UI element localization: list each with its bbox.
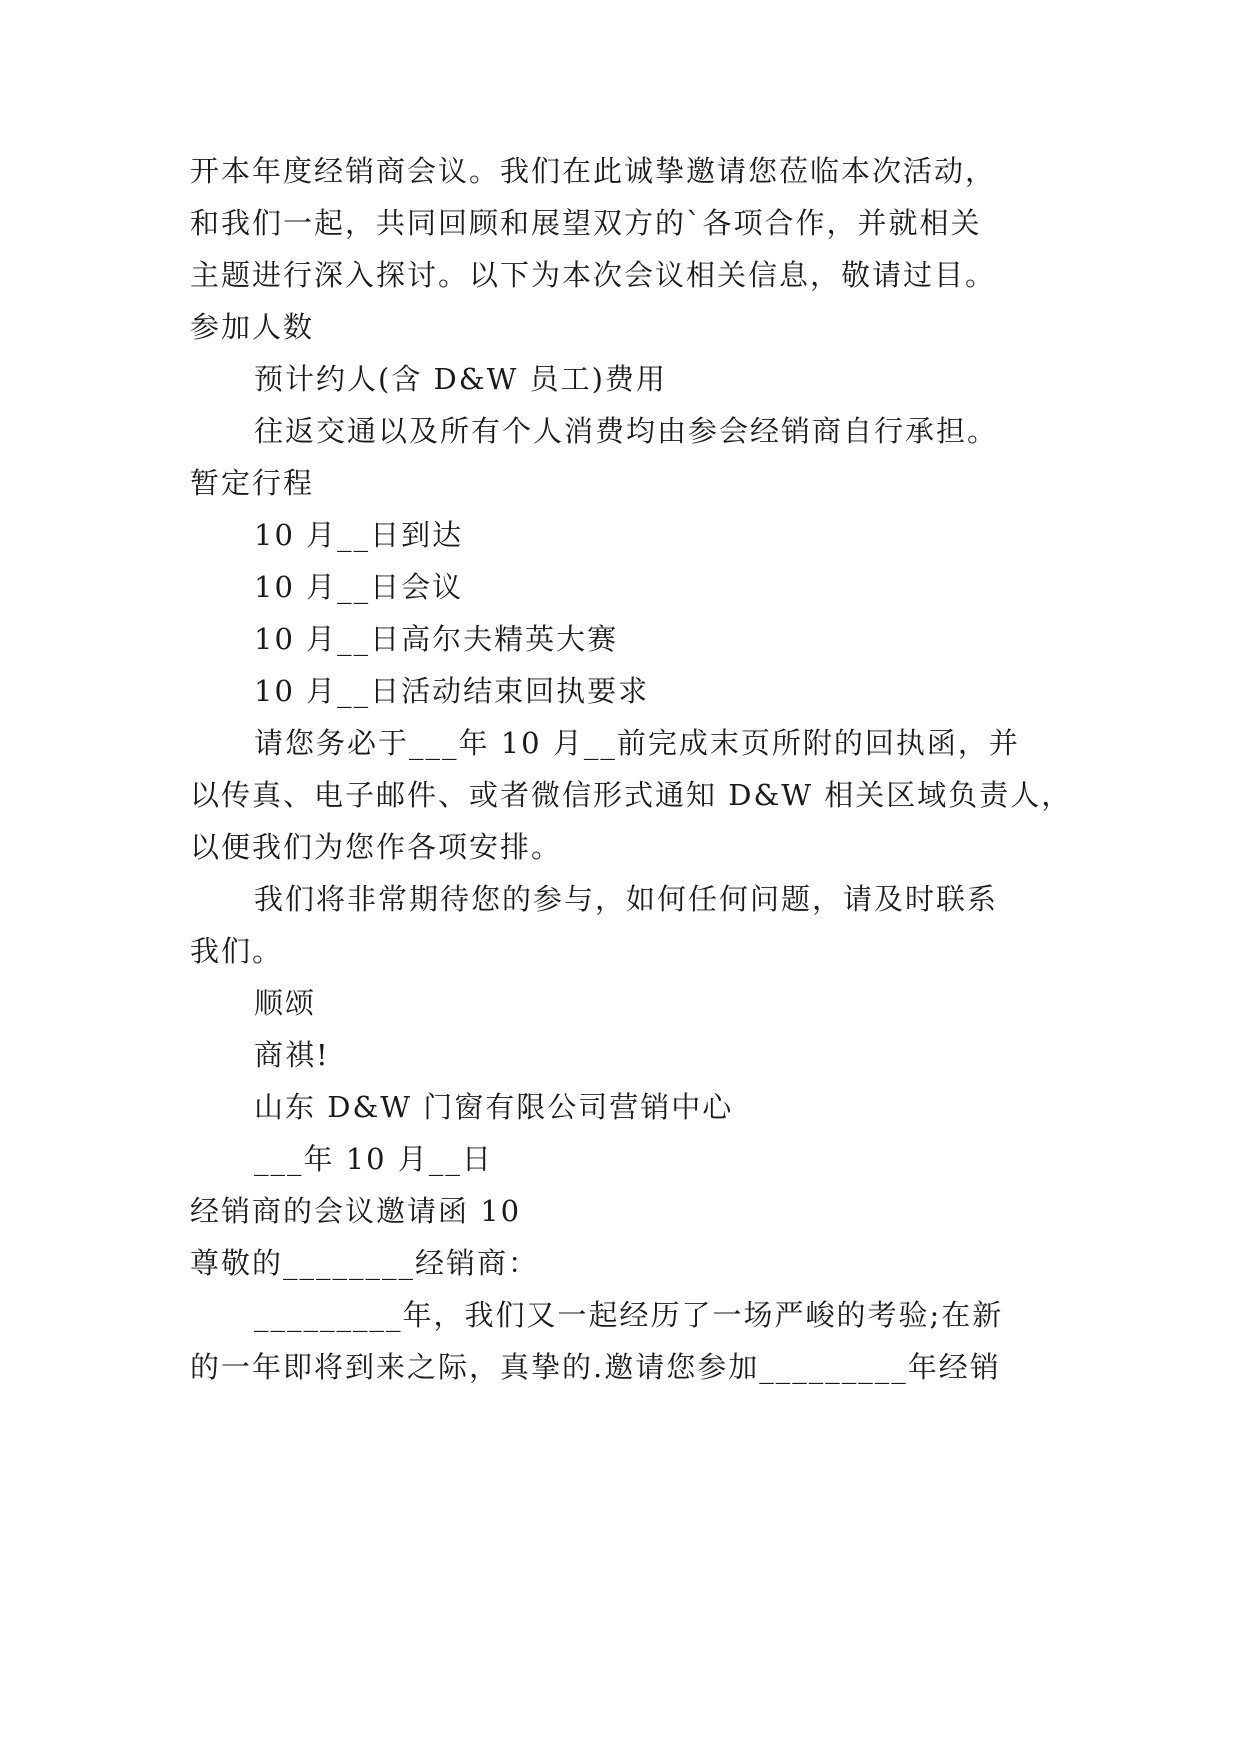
paragraph-line: 的一年即将到来之际，真挚的.邀请您参加_________年经销 [190, 1350, 1001, 1384]
salutation: 尊敬的________经销商： [190, 1246, 540, 1280]
paragraph-line: 以便我们为您作各项安排。 [190, 830, 563, 864]
signature-date: ___年 10 月__日 [254, 1142, 493, 1176]
section-heading: 暂定行程 [190, 466, 315, 500]
paragraph-line: 和我们一起，共同回顾和展望双方的`各项合作，并就相关 [190, 206, 982, 240]
section-heading: 参加人数 [190, 310, 315, 344]
signature-company: 山东 D&W 门窗有限公司营销中心 [254, 1090, 734, 1124]
paragraph-line: 我们。 [190, 934, 284, 968]
closing-line: 商祺! [254, 1038, 330, 1072]
schedule-item: 10 月__日高尔夫精英大赛 [254, 622, 619, 656]
paragraph-line: _________年，我们又一起经历了一场严峻的考验;在新 [254, 1298, 1004, 1332]
schedule-item: 10 月__日会议 [254, 570, 464, 604]
paragraph-line: 预计约人(含 D&W 员工)费用 [254, 362, 667, 396]
letter-title: 经销商的会议邀请函 10 [190, 1194, 522, 1228]
paragraph-line: 主题进行深入探讨。以下为本次会议相关信息，敬请过目。 [190, 258, 997, 292]
paragraph-line: 开本年度经销商会议。我们在此诚挚邀请您莅临本次活动， [190, 154, 997, 188]
paragraph-line: 请您务必于___年 10 月__前完成末页所附的回执函，并 [254, 726, 1020, 760]
schedule-item: 10 月__日到达 [254, 518, 464, 552]
schedule-item: 10 月__日活动结束回执要求 [254, 674, 650, 708]
paragraph-line: 我们将非常期待您的参与，如何任何问题，请及时联系 [254, 882, 999, 916]
closing-line: 顺颂 [254, 986, 317, 1020]
paragraph-line: 往返交通以及所有个人消费均由参会经销商自行承担。 [254, 414, 999, 448]
paragraph-line: 以传真、电子邮件、或者微信形式通知 D&W 相关区域负责人， [190, 778, 1073, 812]
